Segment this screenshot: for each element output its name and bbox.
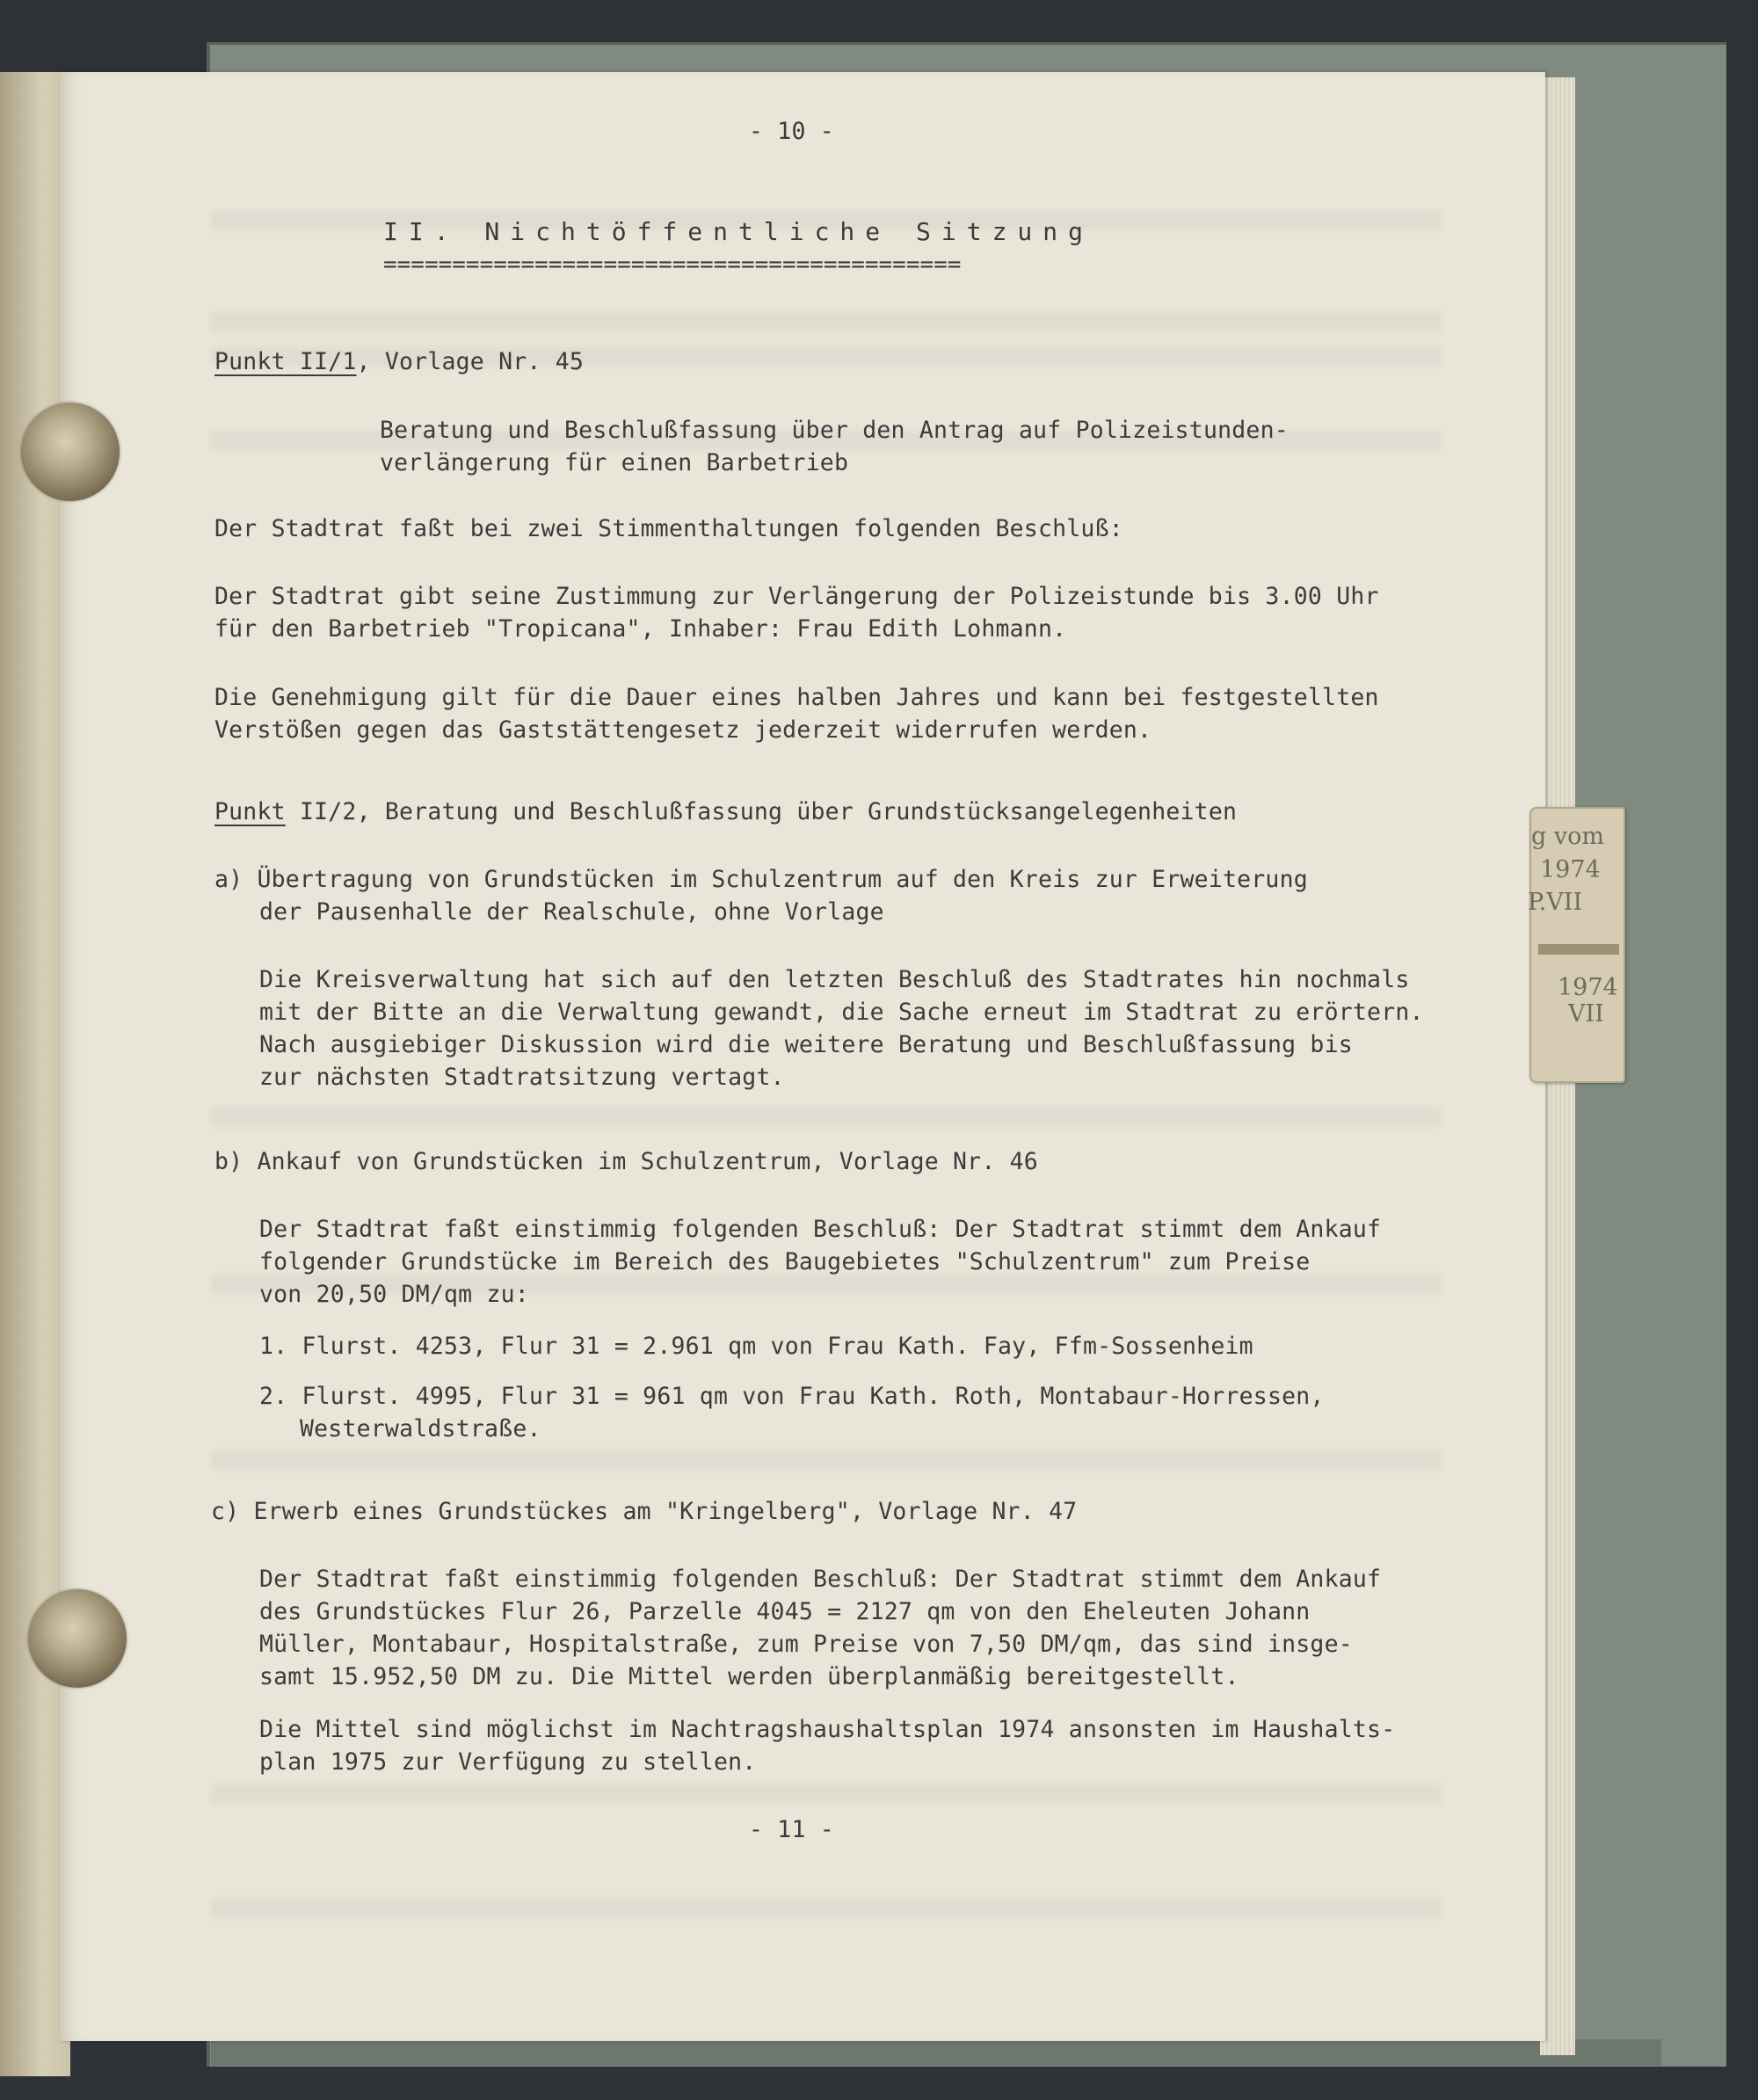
punkt-1-para2-line: Verstößen gegen das Gaststättengesetz jederzeit widerrufen werden. (214, 716, 1152, 744)
tab-text-line: P.VII (1528, 889, 1583, 916)
punkt-1-para1-line: für den Barbetrieb "Tropicana", Inhaber: Frau Edith Lohmann. (214, 615, 1067, 643)
punkt-2c-text2-line: Die Mittel sind möglichst im Nachtragshaushaltsplan 1974 ansonsten im Haushalts- (259, 1716, 1396, 1743)
page-number-top: - 10 - (749, 118, 834, 145)
punkt-2b-item-2-line: Westerwaldstraße. (300, 1415, 541, 1442)
bleed-through-line (211, 1450, 1442, 1470)
punkt-2a-text-line: Nach ausgiebiger Diskussion wird die weitere Beratung und Beschlußfassung bis (259, 1031, 1353, 1058)
punkt-1-rest: , Vorlage Nr. 45 (356, 348, 585, 375)
punch-hole-top (21, 403, 120, 501)
punkt-2c-text-line: Müller, Montabaur, Hospitalstraße, zum Preise von 7,50 DM/qm, das sind insge- (259, 1631, 1353, 1658)
punkt-2b-title: b) Ankauf von Grundstücken im Schulzentrum, Vorlage Nr. 46 (214, 1148, 1038, 1175)
bleed-through-line (211, 1108, 1442, 1127)
punkt-2c-text-line: samt 15.952,50 DM zu. Die Mittel werden überplanmäßig bereitgestellt. (259, 1663, 1239, 1690)
tab-text-line: VII (1568, 1000, 1604, 1028)
punkt-1-subject-line: Beratung und Beschlußfassung über den Antrag auf Polizeistunden- (380, 417, 1289, 444)
punkt-2b-text-line: folgender Grundstücke im Bereich des Baugebietes "Schulzentrum" zum Preise (259, 1248, 1311, 1275)
bleed-through-line (211, 1899, 1442, 1918)
punkt-1-label: Punkt II/1 (214, 348, 357, 375)
tab-text-line: 1974 (1540, 856, 1601, 883)
index-tab-separator (1538, 944, 1619, 955)
punkt-1-heading (214, 348, 584, 375)
punkt-2a-title-line: der Pausenhalle der Realschule, ohne Vorlage (259, 898, 884, 926)
punkt-2-rest: , Beratung und Beschlußfassung über Grundstücksangelegenheiten (356, 798, 1238, 825)
punkt-2-label-a: Punkt (214, 798, 286, 825)
punkt-2c-text-line: Der Stadtrat faßt einstimmig folgenden Beschluß: Der Stadtrat stimmt dem Ankauf (259, 1566, 1382, 1593)
punkt-2c-text2-line: plan 1975 zur Verfügung zu stellen. (259, 1748, 757, 1776)
punkt-2c-title: c) Erwerb eines Grundstückes am "Kringelberg", Vorlage Nr. 47 (211, 1498, 1078, 1525)
punkt-2b-text-line: von 20,50 DM/qm zu: (259, 1281, 529, 1308)
punkt-1-intro: Der Stadtrat faßt bei zwei Stimmenthaltungen folgenden Beschluß: (214, 515, 1123, 542)
punkt-1-para1-line: Der Stadtrat gibt seine Zustimmung zur Verlängerung der Polizeistunde bis 3.00 Uhr (214, 583, 1379, 610)
punkt-2a-text-line: zur nächsten Stadtratsitzung vertagt. (259, 1064, 785, 1091)
bleed-through-line (211, 312, 1442, 331)
punkt-2a-text-line: mit der Bitte an die Verwaltung gewandt, die Sache erneut im Stadtrat zu erörtern. (259, 999, 1424, 1026)
page-number-bottom: - 11 - (749, 1816, 834, 1843)
punkt-1-subject-line: verlängerung für einen Barbetrieb (380, 449, 849, 476)
punkt-2-heading (214, 798, 1237, 825)
punkt-2-label-b: II/2 (299, 798, 357, 825)
heading-rule: ========================================== (383, 251, 962, 278)
punkt-2a-title-line: a) Übertragung von Grundstücken im Schulzentrum auf den Kreis zur Erweiterung (214, 866, 1308, 893)
bleed-through-line (211, 1784, 1442, 1804)
punkt-1-para2-line: Die Genehmigung gilt für die Dauer eines halben Jahres und kann bei festgestellten (214, 684, 1379, 711)
punkt-2b-item-1: 1. Flurst. 4253, Flur 31 = 2.961 qm von Frau Kath. Fay, Ffm-Sossenheim (259, 1333, 1253, 1360)
tab-text-line: g vom (1531, 823, 1604, 850)
tab-text-line: 1974 (1558, 974, 1618, 1001)
punkt-2c-text-line: des Grundstückes Flur 26, Parzelle 4045 = 2127 qm von den Eheleuten Johann (259, 1598, 1311, 1625)
punkt-2a-text-line: Die Kreisverwaltung hat sich auf den letzten Beschluß des Stadtrates hin nochmals (259, 966, 1410, 993)
binder-board-bottom (211, 2039, 1661, 2066)
punch-hole-bottom (28, 1589, 127, 1688)
punkt-2b-item-2-line: 2. Flurst. 4995, Flur 31 = 961 qm von Frau Kath. Roth, Montabaur-Horressen, (259, 1383, 1325, 1410)
section-heading: II. Nichtöffentliche Sitzung (383, 217, 1094, 246)
punkt-2b-text-line: Der Stadtrat faßt einstimmig folgenden Beschluß: Der Stadtrat stimmt dem Ankauf (259, 1216, 1382, 1243)
